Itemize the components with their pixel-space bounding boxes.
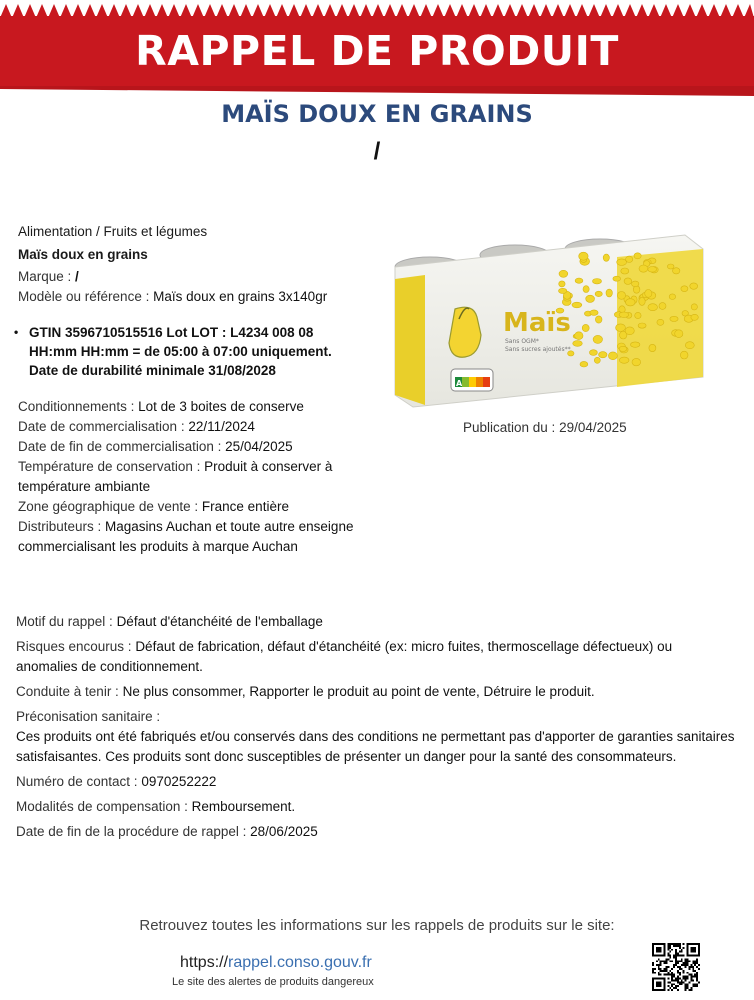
sale-start-label: Date de commercialisation : xyxy=(18,419,189,434)
conduct-label: Conduite à tenir : xyxy=(16,684,123,699)
banner-bottom-edge xyxy=(0,86,754,96)
end-row xyxy=(16,822,736,842)
risks-label: Risques encourus : xyxy=(16,639,136,654)
zone-value: France entière xyxy=(201,499,289,514)
qr-code-icon[interactable] xyxy=(652,943,700,991)
brand-row xyxy=(18,267,368,287)
footer-url[interactable] xyxy=(180,954,372,972)
url-link[interactable]: rappel.conso.gouv.fr xyxy=(228,954,372,971)
footer-tagline: Le site des alertes de produits dangereux xyxy=(172,976,374,988)
compensation-row xyxy=(16,797,736,817)
reason-row xyxy=(16,612,736,632)
nutriscore-letter: A xyxy=(456,379,463,388)
pack-line1: Sans OGM* xyxy=(505,338,539,345)
zone-row xyxy=(18,497,368,517)
contact-value: 0970252222 xyxy=(141,774,217,789)
model-value: Maïs doux en grains 3x140gr xyxy=(153,288,328,304)
conduct-value: Ne plus consommer, Rapporter le produit au point de vente, Détruire le produit. xyxy=(122,684,595,699)
health-row xyxy=(16,707,736,767)
risks-row xyxy=(16,637,736,677)
sale-start-value: 22/11/2024 xyxy=(188,419,255,434)
sale-start-row xyxy=(18,417,368,437)
url-prefix: https:// xyxy=(180,954,229,971)
product-subtitle: / xyxy=(373,138,381,165)
model-row xyxy=(18,287,368,307)
model-label: Modèle ou référence : xyxy=(18,288,154,304)
packaging-value: Lot de 3 boites de conserve xyxy=(138,399,304,414)
product-image xyxy=(385,227,720,415)
brand-label: Marque : xyxy=(18,269,76,284)
pack-brand: Maïs xyxy=(503,308,571,338)
recall-details xyxy=(16,612,736,847)
gtin-list-item xyxy=(14,323,359,380)
product-name: Maïs doux en grains xyxy=(18,246,148,262)
product-title: MAÏS DOUX EN GRAINS xyxy=(221,100,533,128)
end-value: 28/06/2025 xyxy=(250,824,318,839)
nutriscore-badge xyxy=(451,369,493,391)
reason-label: Motif du rappel : xyxy=(16,614,117,629)
zone-label: Zone géographique de vente : xyxy=(18,499,202,514)
sale-end-value: 25/04/2025 xyxy=(225,439,293,454)
thumb-logo-icon xyxy=(449,307,481,357)
compensation-value: Remboursement. xyxy=(191,799,296,814)
sale-end-row xyxy=(18,437,368,457)
banner-red-band xyxy=(0,16,754,86)
packaging-row xyxy=(18,397,368,417)
product-identity xyxy=(18,222,368,306)
footer-info: Retrouvez toutes les informations sur les rappels de produits sur le site: xyxy=(139,917,615,934)
publication-date xyxy=(463,420,627,435)
distributors-label: Distributeurs : xyxy=(18,519,106,534)
storage-label: Température de conservation : xyxy=(18,459,205,474)
product-details xyxy=(18,397,368,557)
conduct-row xyxy=(16,682,736,702)
reason-value: Défaut d'étanchéité de l'emballage xyxy=(116,614,323,629)
publication-label: Publication du : xyxy=(463,420,560,435)
brand-value: / xyxy=(75,269,79,284)
health-label: Préconisation sanitaire : xyxy=(16,709,161,724)
compensation-label: Modalités de compensation : xyxy=(16,799,192,814)
product-category: Alimentation / Fruits et légumes xyxy=(18,224,208,239)
packaging-label: Conditionnements : xyxy=(18,399,139,414)
publication-value: 29/04/2025 xyxy=(559,420,627,435)
storage-row xyxy=(18,457,368,497)
contact-row xyxy=(16,772,736,792)
banner-title: RAPPEL DE PRODUIT xyxy=(135,27,619,75)
sale-end-label: Date de fin de commercialisation : xyxy=(18,439,226,454)
storage-value: Produit à conserver à température ambiante xyxy=(18,459,333,494)
end-label: Date de fin de la procédure de rappel : xyxy=(16,824,251,839)
contact-label: Numéro de contact : xyxy=(16,774,142,789)
health-value: Ces produits ont été fabriqués et/ou conservés dans des conditions ne permettant pas d'apporter de garanties sanitaires satisfaisantes. Ces produits sont donc susceptibles de présenter un danger pour la santé des consommateurs. xyxy=(16,729,735,764)
distributors-row xyxy=(18,517,368,557)
bullet-icon: • xyxy=(14,325,19,339)
pack-line2: Sans sucres ajoutés** xyxy=(505,346,571,353)
distributors-value: Magasins Auchan et toute autre enseigne commercialisant les produits à marque Auchan xyxy=(18,519,354,554)
recall-banner xyxy=(0,0,754,96)
gtin-text: GTIN 3596710515516 Lot LOT : L4234 008 08 HH:mm HH:mm = de 05:00 à 07:00 uniquement. Date de durabilité minimale 31/08/2028 xyxy=(29,325,332,378)
risks-value: Défaut de fabrication, défaut d'étanchéité (ex: micro fuites, thermoscellage défectueux) ou anomalies de conditionnement. xyxy=(16,639,673,674)
